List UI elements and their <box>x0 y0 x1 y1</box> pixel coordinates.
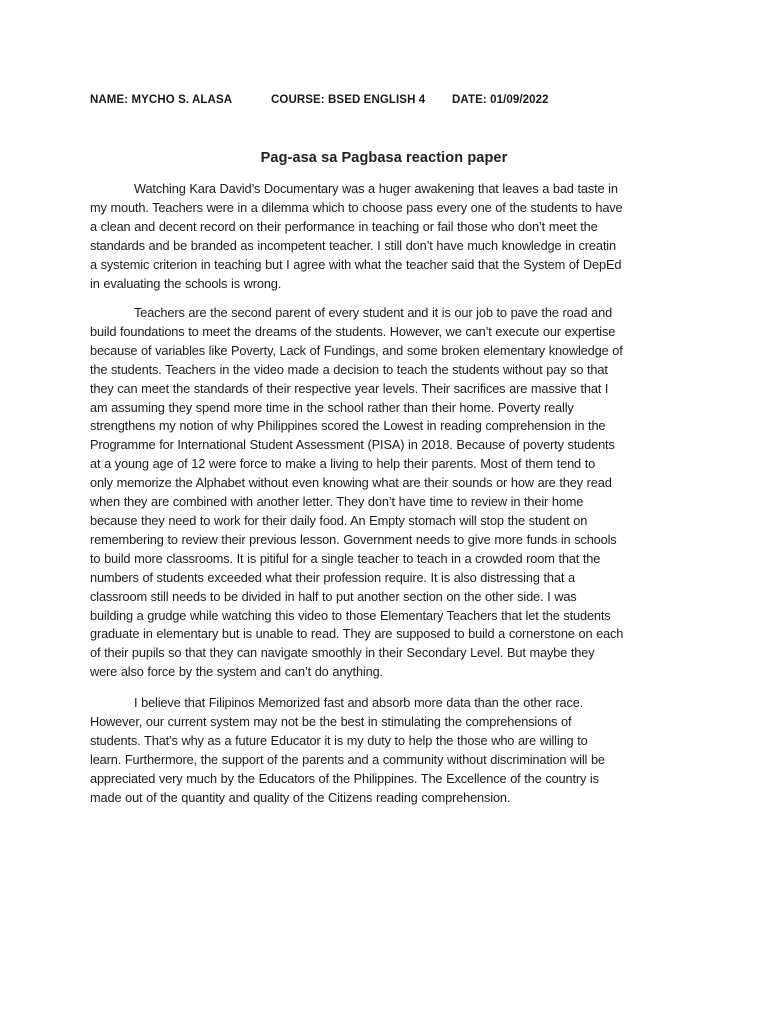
paragraph-line: learn. Furthermore, the support of the parents and a community without discrimination will be <box>90 751 605 767</box>
student-name: NAME: MYCHO S. ALASA <box>90 94 233 106</box>
paragraph-line: my mouth. Teachers were in a dilemma which to choose pass every one of the students to have <box>90 199 623 215</box>
paragraph-line: graduate in elementary but is unable to read. They are supposed to build a cornerstone on each <box>90 626 624 642</box>
paragraph-line: at a young age of 12 were force to make a living to help their parents. Most of them tend to <box>90 456 596 472</box>
paragraph-line: remembering to review their previous lesson. Government needs to give more funds in schools <box>90 531 617 547</box>
paragraph-line: am assuming they spend more time in the school rather than their home. Poverty really <box>90 399 574 415</box>
paragraph-line: in evaluating the schools is wrong. <box>90 275 282 291</box>
paragraph-line: Programme for International Student Assessment (PISA) in 2018. Because of poverty students <box>90 437 615 453</box>
paragraph-line: when they are combined with another letter. They don’t have time to review in their home <box>90 494 584 510</box>
paragraph-line: Watching Kara David’s Documentary was a huger awakening that leaves a bad taste in <box>134 181 618 196</box>
paragraph-line: I believe that Filipinos Memorized fast and absorb more data than the other race. <box>134 695 584 710</box>
paragraph-line: building a grudge while watching this video to those Elementary Teachers that let the students <box>90 607 611 623</box>
paragraph-line: to build more classrooms. It is pitiful for a single teacher to teach in a crowded room that the <box>90 550 601 566</box>
paragraph-line: build foundations to meet the dreams of the students. However, we can’t execute our expertise <box>90 323 616 339</box>
paragraph-line: a clean and decent record on their performance in teaching or fail those who don’t meet the <box>90 218 598 234</box>
paragraph-line: a systemic criterion in teaching but I agree with what the teacher said that the System of DepEd <box>90 256 622 272</box>
course-label: COURSE: BSED ENGLISH 4 <box>271 94 426 106</box>
date-label: DATE: 01/09/2022 <box>452 94 549 106</box>
paragraph-line: only memorize the Alphabet without even knowing what are their sounds or how are they read <box>90 475 612 491</box>
paragraph-line: classroom still needs to be divided in half to put another section on the other side. I was <box>90 588 577 604</box>
paragraph-line: because they need to work for their daily food. An Empty stomach will stop the student on <box>90 512 588 528</box>
paragraph-line: appreciated very much by the Educators of the Philippines. The Excellence of the country is <box>90 770 599 786</box>
paragraph-line: the students. Teachers in the video made a decision to teach the students without pay so that <box>90 361 608 377</box>
header-info <box>90 94 690 112</box>
paragraph-line: they can meet the standards of their respective year levels. Their sacrifices are massive that I <box>90 380 609 396</box>
paragraph-line: numbers of students exceeded what their profession require. It is also distressing that a <box>90 569 575 585</box>
paragraph-line: standards and be branded as incompetent teacher. I still don’t have much knowledge in creatin <box>90 237 616 253</box>
paragraph-line: students. That’s why as a future Educator it is my duty to help the those who are willing to <box>90 732 588 748</box>
paragraph-line: of their pupils so that they can navigate smoothly in their Secondary Level. But maybe they <box>90 645 595 661</box>
paragraph-line: made out of the quantity and quality of the Citizens reading comprehension. <box>90 789 511 805</box>
paragraph-3 <box>90 694 680 807</box>
paragraph-line: However, our current system may not be the best in stimulating the comprehensions of <box>90 713 572 729</box>
paragraph-line: Teachers are the second parent of every student and it is our job to pave the road and <box>134 305 613 320</box>
paragraph-line: strengthens my notion of why Philippines scored the Lowest in reading comprehension in the <box>90 418 606 434</box>
paragraph-line: because of variables like Poverty, Lack of Fundings, and some broken elementary knowledge of <box>90 342 623 358</box>
paragraph-line: were also force by the system and can’t do anything. <box>90 664 383 680</box>
paragraph-2 <box>90 304 680 682</box>
paper-title: Pag-asa sa Pagbasa reaction paper <box>260 150 508 166</box>
paragraph-1 <box>90 180 680 293</box>
